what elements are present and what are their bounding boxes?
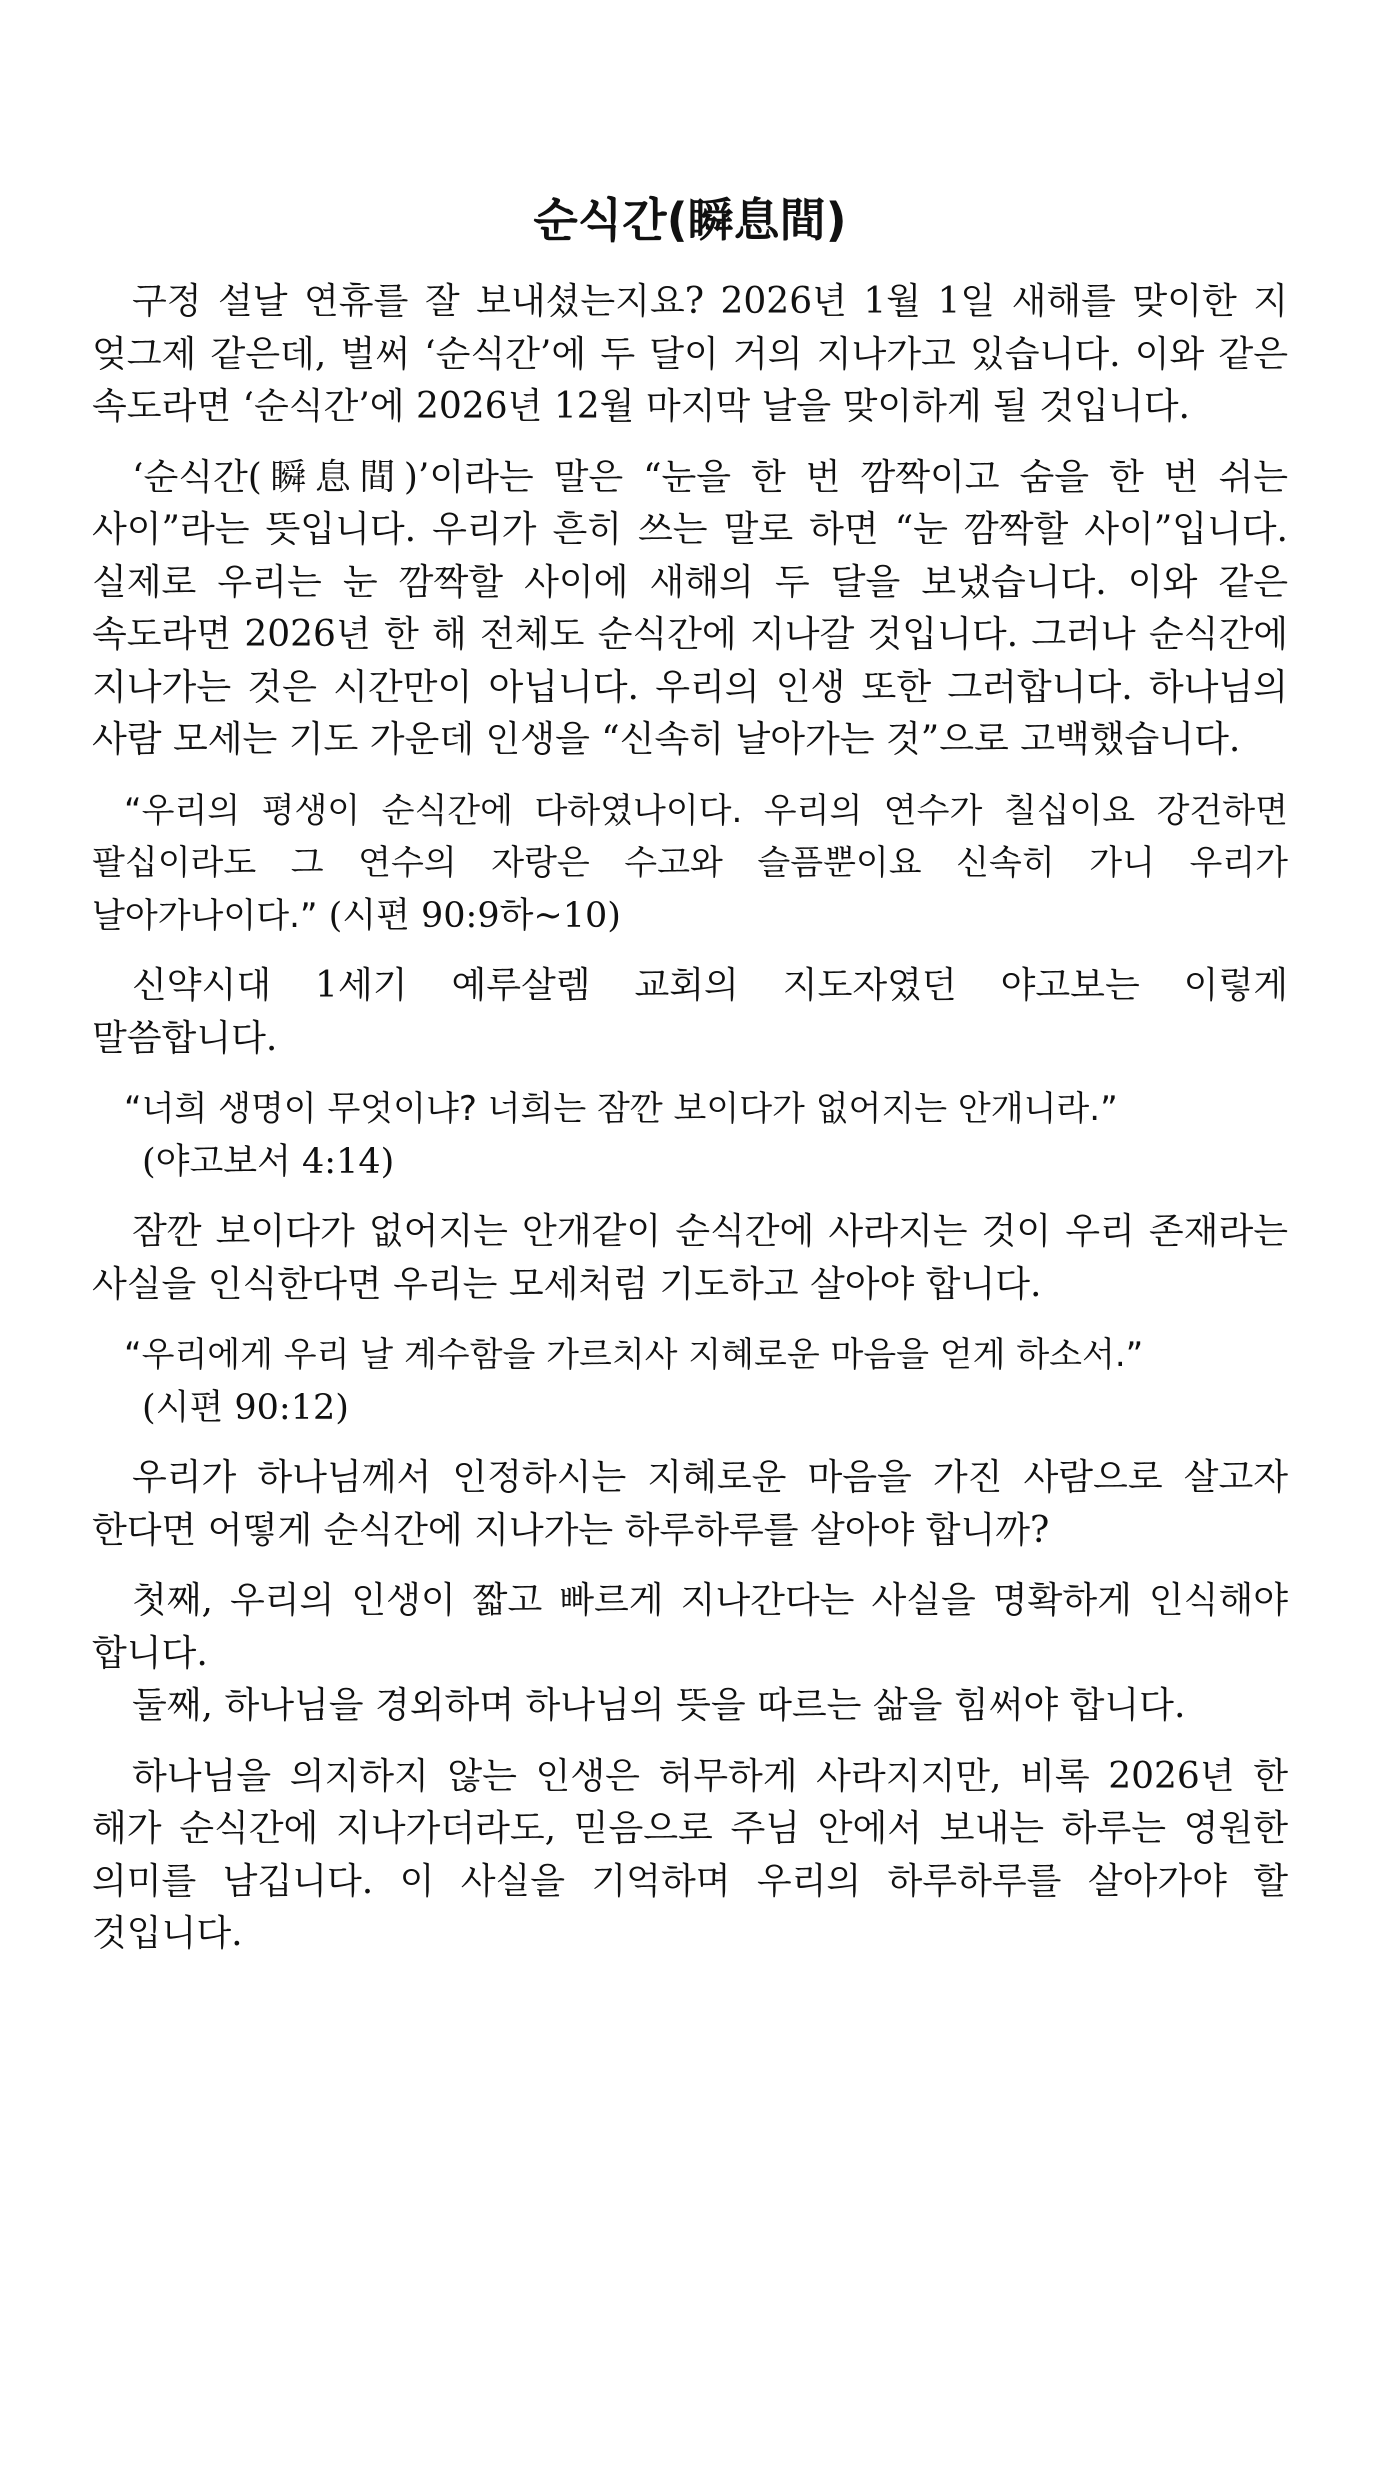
quote-text: “우리에게 우리 날 계수함을 가르치사 지혜로운 마음을 얻게 하소서.” bbox=[124, 1335, 1144, 1375]
quote-text: “우리의 평생이 순식간에 다하였나이다. 우리의 연수가 칠십이요 강건하면 팔십이라도 그 연수의 자랑은 수고와 슬픔뿐이요 신속히 가니 우리가 날아가나이다.” bbox=[92, 790, 1288, 936]
paragraph-james-intro: 신약시대 1세기 예루살렘 교회의 지도자였던 야고보는 이렇게 말씀합니다. bbox=[92, 965, 1288, 1059]
quote-reference: (시편 90:12) bbox=[142, 1387, 349, 1428]
quote-text: “너희 생명이 무엇이냐? 너희는 잠깐 보이다가 없어지는 안개니라.” bbox=[124, 1089, 1118, 1129]
paragraph-first-point: 첫째, 우리의 인생이 짧고 빠르게 지나간다는 사실을 명확하게 인식해야 합니다. bbox=[92, 1580, 1288, 1674]
paragraph-question: 우리가 하나님께서 인정하시는 지혜로운 마음을 가진 사람으로 살고자 한다면 어떻게 순식간에 지나가는 하루하루를 살아야 합니까? bbox=[92, 1457, 1288, 1551]
quote-reference: (시편 90:9하~10) bbox=[317, 895, 621, 936]
quote-psalm-90-12 bbox=[92, 1329, 1288, 1434]
document-page bbox=[92, 190, 1288, 1979]
paragraph-conclusion: 하나님을 의지하지 않는 인생은 허무하게 사라지지만, 비록 2026년 한 해가 순식간에 지나가더라도, 믿음으로 주님 안에서 보내는 하루는 영원한 의미를 남깁니다. 이 사실을 기억하며 우리의 하루하루를 살아가야 할 것입니다. bbox=[92, 1755, 1288, 1954]
document-title: 순식간(瞬息間) bbox=[533, 193, 847, 247]
paragraph-intro: 구정 설날 연휴를 잘 보내셨는지요? 2026년 1월 1일 새해를 맞이한 지 엊그제 같은데, 벌써 ‘순식간’에 두 달이 거의 지나가고 있습니다. 이와 같은 속도라면 ‘순식간’에 2026년 12월 마지막 날을 맞이하게 될 것입니다. bbox=[92, 281, 1288, 427]
quote-psalm-90-9 bbox=[92, 785, 1288, 943]
paragraph-second-point: 둘째, 하나님을 경외하며 하나님의 뜻을 따르는 삶을 힘써야 합니다. bbox=[132, 1685, 1186, 1726]
paragraph-meaning: ‘순식간(瞬息間)’이라는 말은 “눈을 한 번 깜짝이고 숨을 한 번 쉬는 사이”라는 뜻입니다. 우리가 흔히 쓰는 말로 하면 “눈 깜짝할 사이”입니다. 실제로 우리는 눈 깜짝할 사이에 새해의 두 달을 보냈습니다. 이와 같은 속도라면 2026년 한 해 전체도 순식간에 지나갈 것입니다. 그러나 순식간에 지나가는 것은 시간만이 아닙니다. 우리의 인생 또한 그러합니다. 하나님의 사람 모세는 기도 가운데 인생을 “신속히 날아가는 것”으로 고백했습니다. bbox=[92, 456, 1288, 760]
paragraph-mist: 잠깐 보이다가 없어지는 안개같이 순식간에 사라지는 것이 우리 존재라는 사실을 인식한다면 우리는 모세처럼 기도하고 살아야 합니다. bbox=[92, 1211, 1288, 1305]
quote-reference: (야고보서 4:14) bbox=[142, 1141, 395, 1182]
quote-james-4-14 bbox=[92, 1083, 1288, 1188]
